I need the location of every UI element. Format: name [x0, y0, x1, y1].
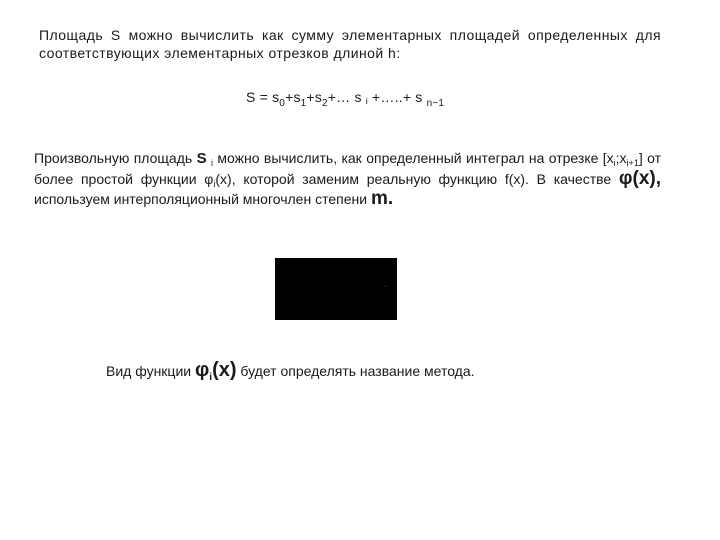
formula-lhs: S = — [246, 89, 273, 105]
phi-symbol: φ — [194, 359, 210, 381]
formula-tail-dots: +…..+ s — [367, 89, 427, 105]
formula-term-s0: s — [272, 89, 280, 105]
integral-paragraph — [34, 148, 661, 209]
x-index-i-plus-1: i+1 — [626, 158, 639, 168]
p2-text-4: ] от более простой функции φ — [34, 150, 661, 187]
formula-term-s2: s — [314, 89, 323, 105]
p2-text-2: можно вычислить, как определенный интеграл на отрезке [x — [212, 150, 614, 166]
formula-index-0: 0 — [279, 98, 286, 109]
formula-plus-2: + — [306, 89, 315, 105]
intro-paragraph: Площадь S можно вычислить как сумму элементарных площадей определенных для соответствующих элементарных отрезков длиной h: — [39, 27, 661, 61]
box-dot — [385, 286, 386, 287]
formula-index-2: 2 — [322, 98, 328, 109]
sum-formula — [246, 87, 444, 107]
area-symbol-index: i — [210, 158, 213, 168]
p2-text-6: используем интерполяционный многочлен степени — [34, 191, 371, 207]
phi-argument: (x) — [212, 359, 237, 381]
x-index-i: i — [613, 158, 616, 168]
formula-term-s1: s — [293, 89, 301, 105]
p3-text-2: будет определять название метода. — [236, 363, 475, 379]
phi-function-large: φ(x), — [618, 168, 661, 189]
p2-text-5: (x), которой заменим реальную функцию f(x). В качестве — [215, 171, 619, 187]
formula-index-n: n−1 — [426, 98, 445, 109]
p2-text-1: Произвольную площадь — [34, 150, 197, 166]
formula-plus-3: + — [327, 89, 337, 105]
area-symbol: S — [196, 150, 207, 167]
phi-index-i: i — [213, 179, 216, 189]
method-paragraph — [106, 358, 475, 383]
formula-index-1: 1 — [300, 98, 307, 109]
black-image-placeholder — [275, 258, 397, 320]
formula-plus-1: + — [285, 89, 294, 105]
phi-symbol-index: i — [209, 372, 213, 383]
formula-index-i: i — [365, 96, 368, 106]
formula-dots: … s — [336, 89, 366, 105]
p2-text-3: ;x — [615, 150, 627, 166]
p3-text-1: Вид функции — [106, 363, 195, 379]
degree-m: m. — [370, 188, 394, 209]
